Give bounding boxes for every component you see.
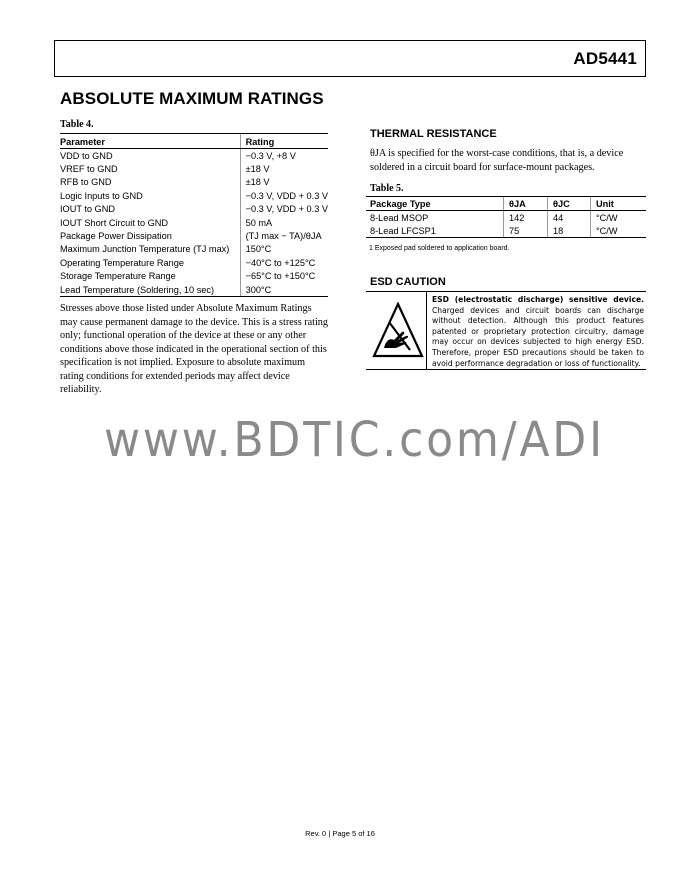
watermark: www.BDTIC.com/ADI: [104, 412, 605, 468]
parameter-cell: Logic Inputs to GND: [60, 190, 143, 201]
column-header-theta-ja: θJA: [504, 197, 548, 211]
table-row: [60, 270, 328, 283]
thermal-resistance-heading: THERMAL RESISTANCE: [370, 128, 497, 140]
rating-cell: −0.3 V, VDD + 0.3 V: [240, 203, 328, 216]
rating-cell: −0.3 V, VDD + 0.3 V: [240, 189, 328, 202]
esd-caution-text: [432, 295, 644, 369]
table-row: [60, 229, 328, 242]
column-header-package: Package Type: [366, 197, 504, 211]
esd-caution-box: [366, 291, 646, 370]
table-row: [366, 211, 646, 225]
page-footer: Rev. 0 | Page 5 of 16: [305, 829, 375, 838]
rating-cell: ±18 V: [240, 162, 328, 175]
column-header-rating: Rating: [240, 134, 328, 149]
rating-cell: (TJ max − TA)/θJA: [240, 229, 328, 242]
esd-bold-text: ESD (electrostatic discharge) sensitive device.: [432, 295, 644, 304]
column-header-theta-jc: θJC: [548, 197, 591, 211]
table-header-row: [366, 197, 646, 211]
thermal-resistance-table: [366, 196, 646, 238]
esd-divider: [426, 292, 427, 369]
table-row: [60, 243, 328, 256]
parameter-cell: Storage Temperature Range: [60, 271, 176, 282]
column-header-unit: Unit: [591, 197, 647, 211]
table-row: [60, 283, 328, 297]
unit-cell: °C/W: [591, 224, 647, 238]
parameter-cell: Lead Temperature (Soldering, 10 sec): [60, 283, 240, 297]
thermal-paragraph: θJA is specified for the worst-case conditions, that is, a device soldered in a circuit board for surface-mount packages.: [370, 148, 624, 173]
theta-ja-cell: 142: [504, 211, 548, 225]
package-cell: 8-Lead MSOP: [370, 212, 429, 223]
absolute-max-ratings-table: [60, 133, 328, 297]
section-title: ABSOLUTE MAXIMUM RATINGS: [60, 89, 324, 108]
rating-cell: 150°C: [240, 243, 328, 256]
rating-cell: −65°C to +150°C: [240, 270, 328, 283]
rating-cell: −0.3 V, +8 V: [240, 149, 328, 163]
table-header-row: [60, 134, 328, 149]
table5-footnote: 1 Exposed pad soldered to application board.: [369, 245, 510, 252]
table-row: [60, 256, 328, 269]
parameter-cell: Maximum Junction Temperature (TJ max): [60, 244, 230, 255]
esd-body-text: Charged devices and circuit boards can discharge without detection. Although this product features patented or proprietary protection circuitry, damage may occur on devices subjected to high energy ESD. Therefore, proper ESD precautions should be taken to avoid performance degradation or loss of functionality.: [432, 305, 644, 368]
theta-jc-cell: 44: [548, 211, 591, 225]
table-row: [60, 162, 328, 175]
rating-cell: −40°C to +125°C: [240, 256, 328, 269]
parameter-cell: RFB to GND: [60, 177, 112, 188]
column-header-parameter: Parameter: [60, 134, 240, 149]
table-row: [60, 176, 328, 189]
package-cell: 8-Lead LFCSP1: [366, 224, 504, 238]
page-header: [54, 40, 646, 77]
rating-cell: 50 mA: [240, 216, 328, 229]
table-row: [366, 224, 646, 238]
table5-caption: Table 5.: [370, 183, 404, 194]
stress-paragraph: Stresses above those listed under Absolute Maximum Ratings may cause permanent damage to the device. This is a stress rating only; functional operation of the device at these or any other conditions above those indicated in the operational section of this specification is not implied. Exposure to absolute maximum rating conditions for extended periods may affect device reliability.: [60, 303, 328, 395]
theta-jc-cell: 18: [548, 224, 591, 238]
parameter-cell: VDD to GND: [60, 150, 113, 161]
parameter-cell: Package Power Dissipation: [60, 231, 172, 242]
parameter-cell: Operating Temperature Range: [60, 257, 184, 268]
table-row: [60, 189, 328, 202]
parameter-cell: IOUT to GND: [60, 204, 115, 215]
parameter-cell: VREF to GND: [60, 164, 118, 175]
table-row: [60, 149, 328, 163]
esd-caution-heading: ESD CAUTION: [370, 276, 446, 288]
rating-cell: 300°C: [240, 283, 328, 297]
table-row: [60, 203, 328, 216]
table4-caption: Table 4.: [60, 119, 94, 130]
table-row: [60, 216, 328, 229]
part-number: AD5441: [573, 49, 637, 68]
esd-warning-icon: [372, 302, 424, 360]
parameter-cell: IOUT Short Circuit to GND: [60, 217, 169, 228]
theta-ja-cell: 75: [504, 224, 548, 238]
rating-cell: ±18 V: [240, 176, 328, 189]
unit-cell: °C/W: [591, 211, 647, 225]
